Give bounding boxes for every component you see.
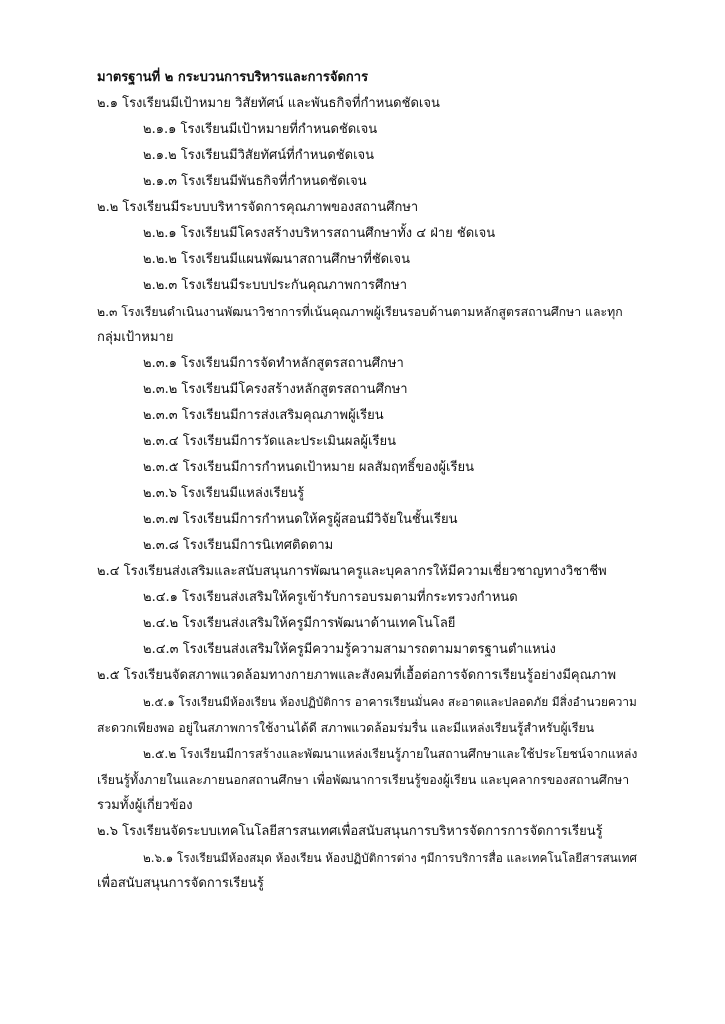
subsection-item: ๒.๑.๒ โรงเรียนมีวิสัยทัศน์ที่กำหนดชัดเจน [143, 148, 375, 163]
subsection-item: ๒.๔.๒ โรงเรียนส่งเสริมให้ครูมีการพัฒนาด้านเทคโนโลยี [143, 616, 456, 631]
subsection-item: ๒.๒.๓ โรงเรียนมีระบบประกันคุณภาพการศึกษา [143, 278, 408, 293]
section-heading: ๒.๖ โรงเรียนจัดระบบเทคโนโลยีสารสนเทศเพื่อสนับสนุนการบริหารจัดการการจัดการเรียนรู้ [97, 824, 603, 839]
section-heading: ๒.๓ โรงเรียนดำเนินงานพัฒนาวิชาการที่เน้นคุณภาพผู้เรียนรอบด้านตามหลักสูตรสถานศึกษา และทุก [97, 305, 623, 319]
paragraph-line: รวมทั้งผู้เกี่ยวข้อง [97, 798, 193, 813]
paragraph-line: เพื่อสนับสนุนการจัดการเรียนรู้ [97, 876, 264, 891]
subsection-item: ๒.๑.๓ โรงเรียนมีพันธกิจที่กำหนดชัดเจน [143, 174, 367, 189]
paragraph-line: สะดวกเพียงพอ อยู่ในสภาพการใช้งานได้ดี สภาพแวดล้อมร่มรื่น และมีแหล่งเรียนรู้สำหรับผู้เรียน [97, 721, 595, 735]
section-heading-continued: กลุ่มเป้าหมาย [97, 330, 174, 345]
subsection-item: ๒.๓.๔ โรงเรียนมีการวัดและประเมินผลผู้เรียน [143, 434, 396, 449]
paragraph-line: ๒.๕.๒ โรงเรียนมีการสร้างและพัฒนาแหล่งเรียนรู้ภายในสถานศึกษาและใช้ประโยชน์จากแหล่ง [143, 747, 638, 761]
section-heading: ๒.๔ โรงเรียนส่งเสริมและสนับสนุนการพัฒนาครูและบุคลากรให้มีความเชี่ยวชาญทางวิชาชีพ [97, 564, 607, 579]
page-title: มาตรฐานที่ ๒ กระบวนการบริหารและการจัดการ [97, 70, 369, 85]
subsection-item: ๒.๓.๖ โรงเรียนมีแหล่งเรียนรู้ [143, 486, 305, 501]
subsection-item: ๒.๓.๘ โรงเรียนมีการนิเทศติดตาม [143, 538, 334, 553]
subsection-item: ๒.๓.๕ โรงเรียนมีการกำหนดเป้าหมาย ผลสัมฤทธิ์ของผู้เรียน [143, 460, 474, 475]
paragraph-line: ๒.๕.๑ โรงเรียนมีห้องเรียน ห้องปฏิบัติการ อาคารเรียนมั่นคง สะอาดและปลอดภัย มีสิ่งอำนวยความ [143, 695, 637, 709]
subsection-item: ๒.๒.๒ โรงเรียนมีแผนพัฒนาสถานศึกษาที่ชัดเจน [143, 252, 411, 267]
subsection-item: ๒.๔.๓ โรงเรียนส่งเสริมให้ครูมีความรู้ความสามารถตามมาตรฐานตำแหน่ง [143, 642, 556, 657]
paragraph-line: ๒.๖.๑ โรงเรียนมีห้องสมุด ห้องเรียน ห้องปฏิบัติการต่าง ๆมีการบริการสื่อ และเทคโนโลยีสารสนเทศ [143, 851, 638, 865]
subsection-item: ๒.๓.๓ โรงเรียนมีการส่งเสริมคุณภาพผู้เรียน [143, 408, 384, 423]
subsection-item: ๒.๒.๑ โรงเรียนมีโครงสร้างบริหารสถานศึกษาทั้ง ๔ ฝ่าย ชัดเจน [143, 226, 496, 241]
subsection-item: ๒.๔.๑ โรงเรียนส่งเสริมให้ครูเข้ารับการอบรมตามที่กระทรวงกำหนด [143, 590, 518, 605]
subsection-item: ๒.๓.๗ โรงเรียนมีการกำหนดให้ครูผู้สอนมีวิจัยในชั้นเรียน [143, 512, 458, 527]
subsection-item: ๒.๓.๒ โรงเรียนมีโครงสร้างหลักสูตรสถานศึกษา [143, 382, 408, 397]
section-heading: ๒.๕ โรงเรียนจัดสภาพแวดล้อมทางกายภาพและสังคมที่เอื้อต่อการจัดการเรียนรู้อย่างมีคุณภาพ [97, 668, 617, 683]
section-heading: ๒.๒ โรงเรียนมีระบบบริหารจัดการคุณภาพของสถานศึกษา [97, 200, 419, 215]
paragraph-line: เรียนรู้ทั้งภายในและภายนอกสถานศึกษา เพื่อพัฒนาการเรียนรู้ของผู้เรียน และบุคลากรของสถานศึกษา [97, 773, 630, 787]
subsection-item: ๒.๓.๑ โรงเรียนมีการจัดทำหลักสูตรสถานศึกษา [143, 356, 404, 371]
section-heading: ๒.๑ โรงเรียนมีเป้าหมาย วิสัยทัศน์ และพันธกิจที่กำหนดชัดเจน [97, 96, 440, 111]
subsection-item: ๒.๑.๑ โรงเรียนมีเป้าหมายที่กำหนดชัดเจน [143, 122, 378, 137]
